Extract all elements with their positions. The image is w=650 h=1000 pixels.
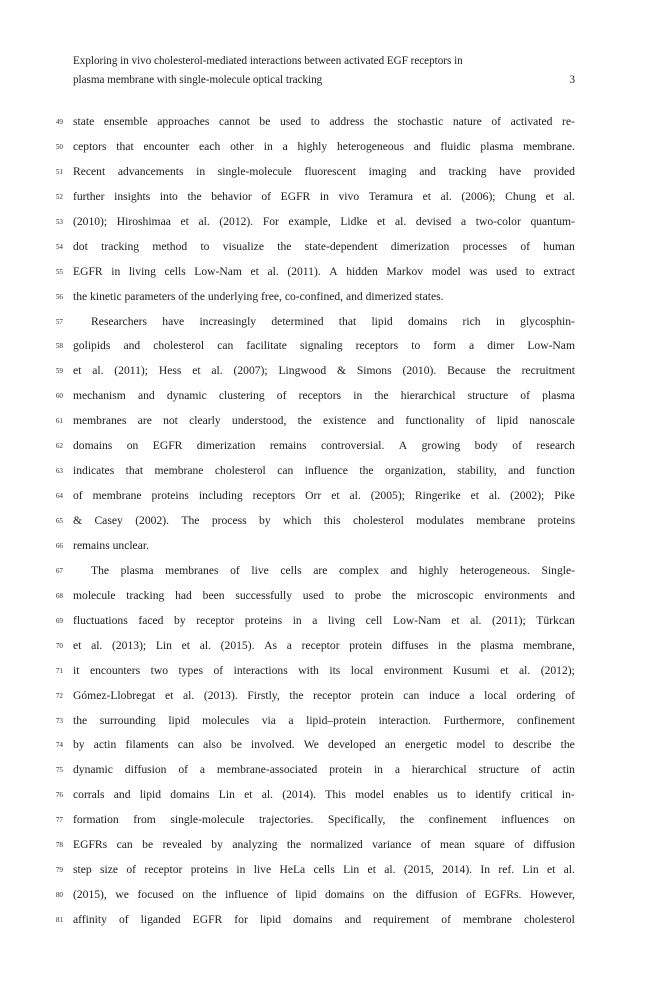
line-number: 64 [55,492,63,501]
line-text: et al. (2013); Lin et al. (2015). As a receptor protein diffuses in the plasma membrane, [73,638,575,652]
line-text: et al. (2011); Hess et al. (2007); Lingwood & Simons (2010). Because the recruitment [73,364,575,378]
line-text: formation from single-molecule trajectories. Specifically, the confinement influences on [73,813,575,827]
line-number: 76 [55,791,63,800]
body-text-line [55,733,575,758]
body-text-line [55,359,575,384]
line-number: 62 [55,442,63,451]
line-number: 79 [55,866,63,875]
line-number: 69 [55,616,63,625]
body-text-line [55,684,575,709]
body-text-line [55,135,575,160]
line-number: 60 [55,392,63,401]
body-text-line [55,584,575,609]
line-number: 63 [55,467,63,476]
line-text: & Casey (2002). The process by which this cholesterol modulates membrane proteins [73,514,575,527]
line-number: 81 [55,916,63,924]
page-number: 3 [569,74,575,86]
line-number: 71 [55,666,63,675]
line-text: EGFR in living cells Low-Nam et al. (2011). A hidden Markov model was used to extract [73,264,575,278]
line-text: ceptors that encounter each other in a highly heterogeneous and fluidic plasma membrane. [73,139,575,153]
body-text-line [55,858,575,883]
line-number: 49 [55,118,63,126]
line-number: 51 [55,167,63,176]
body-text-line [55,285,575,310]
header-title-line-1: Exploring in vivo cholesterol-mediated interactions between activated EGF receptors in [73,55,463,67]
line-text: affinity of liganded EGFR for lipid domains and requirement of membrane cholesterol [73,913,575,926]
line-number: 58 [55,342,63,351]
body-text-line [55,758,575,783]
line-text: golipids and cholesterol can facilitate signaling receptors to form a dimer Low-Nam [73,339,575,353]
body-text-line [55,634,575,659]
line-text: it encounters two types of interactions with its local environment Kusumi et al. (2012); [73,663,575,677]
body-text-line [55,310,575,335]
line-text: mechanism and dynamic clustering of receptors in the hierarchical structure of plasma [73,389,575,403]
body-text-line [55,908,575,933]
line-number: 55 [55,267,63,276]
line-text: the kinetic parameters of the underlying free, co-confined, and dimerized states. [73,289,444,303]
line-number: 54 [55,242,63,251]
body-text-column [55,110,575,933]
line-text: corrals and lipid domains Lin et al. (2014). This model enables us to identify critical in- [73,788,575,802]
body-text-line [55,833,575,858]
line-text: dot tracking method to visualize the state-dependent dimerization processes of human [73,239,575,253]
body-text-line [55,160,575,185]
line-number: 80 [55,891,63,900]
body-text-line [55,210,575,235]
body-text-line [55,783,575,808]
line-number: 74 [55,741,63,750]
line-text: (2015), we focused on the influence of lipid domains on the diffusion of EGFRs. However, [73,888,575,902]
body-text-line [55,434,575,459]
line-text: remains unclear. [73,538,149,552]
body-text-line [55,559,575,584]
body-text-line [55,260,575,285]
line-text: Researchers have increasingly determined that lipid domains rich in glycosphin- [91,314,575,328]
line-text: The plasma membranes of live cells are complex and highly heterogeneous. Single- [91,563,575,577]
line-number: 70 [55,641,63,650]
line-text: EGFRs can be revealed by analyzing the normalized variance of mean square of diffusion [73,838,575,852]
line-number: 65 [55,517,63,525]
line-number: 61 [55,417,63,426]
body-text-line [55,509,575,534]
line-number: 73 [55,716,63,725]
line-number: 56 [55,292,63,301]
body-text-line [55,459,575,484]
body-text-line [55,534,575,559]
line-number: 72 [55,691,63,700]
line-text: membranes are not clearly understood, the existence and functionality of lipid nanoscale [73,414,575,428]
line-number: 59 [55,367,63,376]
body-text-line [55,709,575,734]
header-title-line-2-row [73,71,575,90]
line-number: 66 [55,541,63,550]
line-text: state ensemble approaches cannot be used to address the stochastic nature of activated re- [73,115,575,128]
line-text: of membrane proteins including receptors Orr et al. (2005); Ringerike et al. (2002); Pike [73,489,575,503]
line-text: fluctuations faced by receptor proteins in a living cell Low-Nam et al. (2011); Türkcan [73,613,575,627]
line-text: further insights into the behavior of EGFR in vivo Teramura et al. (2006); Chung et al. [73,189,575,203]
body-text-line [55,659,575,684]
body-text-line [55,883,575,908]
line-text: dynamic diffusion of a membrane-associated protein in a hierarchical structure of actin [73,763,575,777]
body-text-line [55,808,575,833]
line-number: 77 [55,816,63,825]
line-number: 68 [55,591,63,600]
header-title-line-2: plasma membrane with single-molecule optical tracking [73,74,323,86]
line-text: domains on EGFR dimerization remains controversial. A growing body of research [73,439,575,453]
body-text-line [55,334,575,359]
line-number: 78 [55,841,63,850]
line-text: the surrounding lipid molecules via a lipid–protein interaction. Furthermore, confinement [73,713,575,727]
line-text: Recent advancements in single-molecule fluorescent imaging and tracking have provided [73,164,575,178]
line-number: 50 [55,142,63,151]
running-header [73,52,575,90]
body-text-line [55,609,575,634]
line-number: 75 [55,766,63,775]
body-text-line [55,110,575,135]
line-text: (2010); Hiroshimaa et al. (2012). For example, Lidke et al. devised a two-color quantum- [73,214,575,228]
line-number: 67 [55,566,63,575]
line-text: step size of receptor proteins in live HeLa cells Lin et al. (2015, 2014). In ref. Lin et al. [73,863,575,877]
line-text: molecule tracking had been successfully used to probe the microscopic environments and [73,588,575,602]
line-text: indicates that membrane cholesterol can influence the organization, stability, and function [73,464,575,478]
body-text-line [55,185,575,210]
line-number: 52 [55,192,63,201]
line-text: by actin filaments can also be involved. We developed an energetic model to describe the [73,738,575,752]
body-text-line [55,235,575,260]
body-text-line [55,409,575,434]
body-text-line [55,384,575,409]
line-number: 57 [55,317,63,326]
line-text: Gómez-Llobregat et al. (2013). Firstly, the receptor protein can induce a local ordering of [73,688,575,702]
line-number: 53 [55,217,63,226]
body-text-line [55,484,575,509]
